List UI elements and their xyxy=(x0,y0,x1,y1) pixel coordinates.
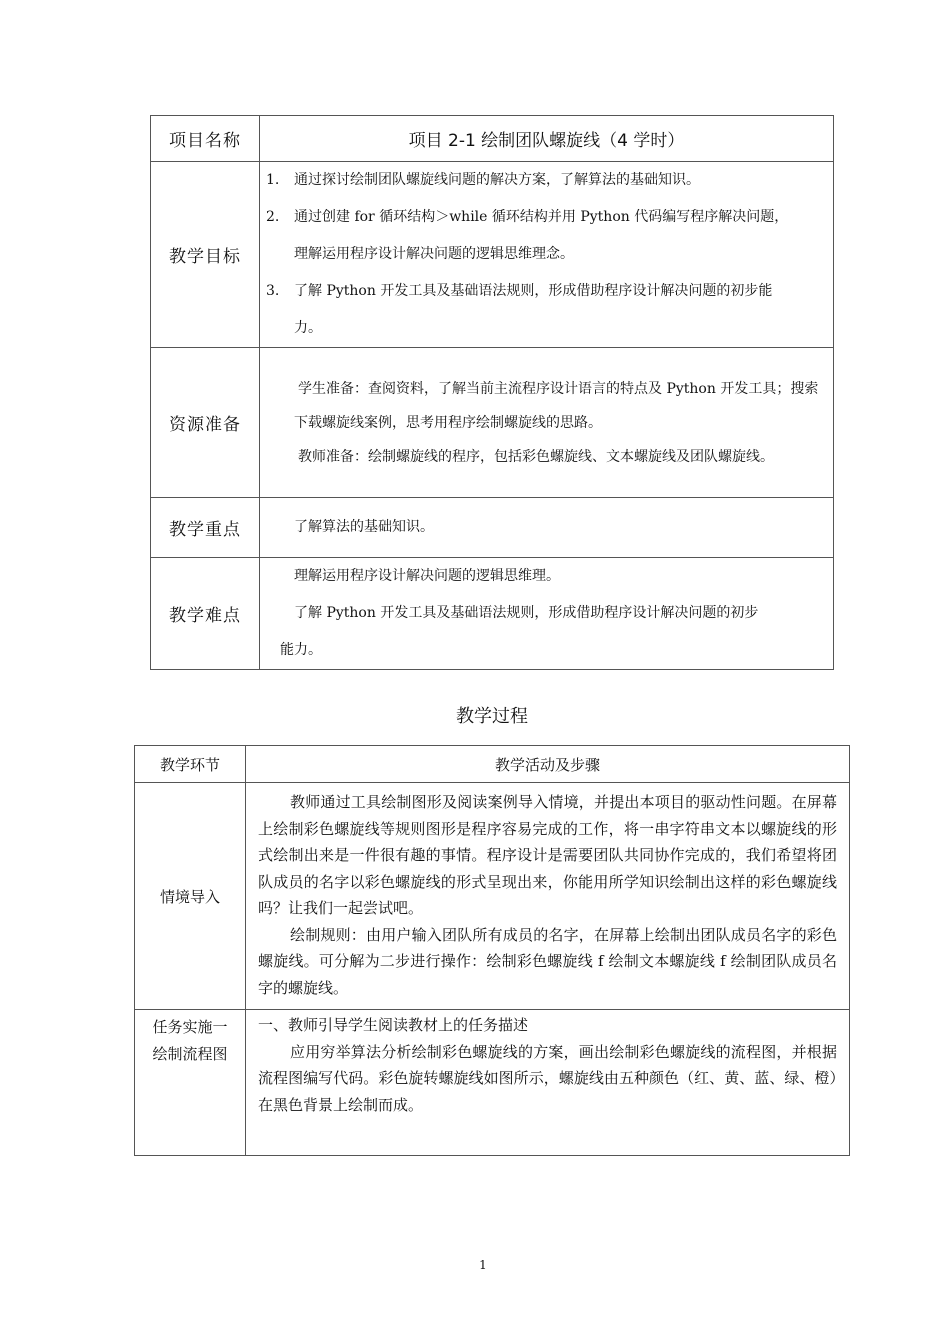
stage-column-header: 教学环节 xyxy=(135,746,246,783)
teacher-prep: 教师准备：绘制螺旋线的程序，包括彩色螺旋线、文本螺旋线及团队螺旋线。 xyxy=(298,448,774,465)
difficulty-text xyxy=(260,558,834,670)
resources-text xyxy=(260,348,834,498)
goal-item xyxy=(266,162,823,199)
stage-name xyxy=(135,1010,246,1156)
activity-column-header: 教学活动及步骤 xyxy=(246,746,850,783)
difficulty-line: 理解运用程序设计解决问题的逻辑思维理。 xyxy=(294,568,560,584)
teaching-goals-row xyxy=(151,162,834,348)
goal-item xyxy=(266,199,823,273)
stage-name-line: 绘制流程图 xyxy=(152,1045,228,1063)
difficulty-row xyxy=(151,558,834,670)
goal-text: 通过探讨绘制团队螺旋线问题的解决方案，了解算法的基础知识。 xyxy=(294,172,700,188)
stage-name-line: 任务实施一 xyxy=(152,1018,228,1036)
student-prep: 学生准备：查阅资料，了解当前主流程序设计语言的特点及 Python 开发工具；搜索下载螺旋线案例，思考用程序绘制螺旋线的思路。 xyxy=(294,380,819,431)
key-points-label: 教学重点 xyxy=(151,498,260,558)
process-header-row xyxy=(135,746,850,783)
key-points-row xyxy=(151,498,834,558)
difficulty-line: 能力。 xyxy=(280,642,322,658)
stage-name: 情境导入 xyxy=(135,783,246,1010)
activity-paragraph: 应用穷举算法分析绘制彩色螺旋线的方案，画出绘制彩色螺旋线的流程图，并根据流程图编写代码。彩色旋转螺旋线如图所示，螺旋线由五种颜色（红、黄、蓝、绿、橙）在黑色背景上绘制而成。 xyxy=(258,1042,837,1114)
goal-number: 1. xyxy=(266,172,280,188)
project-name-label: 项目名称 xyxy=(151,116,260,162)
process-row xyxy=(135,1010,850,1156)
goal-item xyxy=(266,273,823,347)
process-row xyxy=(135,783,850,1010)
activity-heading: 一、教师引导学生阅读教材上的任务描述 xyxy=(258,1016,529,1034)
page-number: 1 xyxy=(479,1258,487,1272)
teaching-goals-list xyxy=(260,162,834,348)
goal-number: 2. xyxy=(266,209,280,225)
activity-paragraph: 绘制规则：由用户输入团队所有成员的名字，在屏幕上绘制出团队成员名字的彩色螺旋线。可分解为二步进行操作：绘制彩色螺旋线 f 绘制文本螺旋线 f 绘制团队成员名字的螺旋线。 xyxy=(258,925,837,997)
activity-steps xyxy=(246,783,850,1010)
goal-text-continued: 力。 xyxy=(294,320,322,336)
goal-number: 3. xyxy=(266,283,280,299)
difficulty-line: 了解 Python 开发工具及基础语法规则，形成借助程序设计解决问题的初步 xyxy=(294,605,759,621)
resources-row xyxy=(151,348,834,498)
activity-paragraph: 教师通过工具绘制图形及阅读案例导入情境，并提出本项目的驱动性问题。在屏幕上绘制彩色螺旋线等规则图形是程序容易完成的工作，将一串字符串文本以螺旋线的形式绘制出来是一件很有趣的事情。程序设计是需要团队共同协作完成的，我们希望将团队成员的名字以彩色螺旋线的形式呈现出来，你能用所学知识绘制出这样的彩色螺旋线吗？让我们一起尝试吧。 xyxy=(258,793,837,917)
resources-label: 资源准备 xyxy=(151,348,260,498)
project-name-row xyxy=(151,116,834,162)
key-points-text: 了解算法的基础知识。 xyxy=(260,498,834,558)
section-heading: 教学过程 xyxy=(456,706,528,727)
difficulty-label: 教学难点 xyxy=(151,558,260,670)
project-name-value: 项目 2-1 绘制团队螺旋线（4 学时） xyxy=(260,116,834,162)
teaching-goals-label: 教学目标 xyxy=(151,162,260,348)
goal-text: 通过创建 for 循环结构＞while 循环结构并用 Python 代码编写程序解决问题， xyxy=(294,209,789,225)
activity-steps xyxy=(246,1010,850,1156)
goal-text: 了解 Python 开发工具及基础语法规则，形成借助程序设计解决问题的初步能 xyxy=(294,283,773,299)
goal-text-continued: 理解运用程序设计解决问题的逻辑思维理念。 xyxy=(294,246,574,262)
project-info-table xyxy=(150,115,834,670)
teaching-process-table xyxy=(134,745,850,1156)
